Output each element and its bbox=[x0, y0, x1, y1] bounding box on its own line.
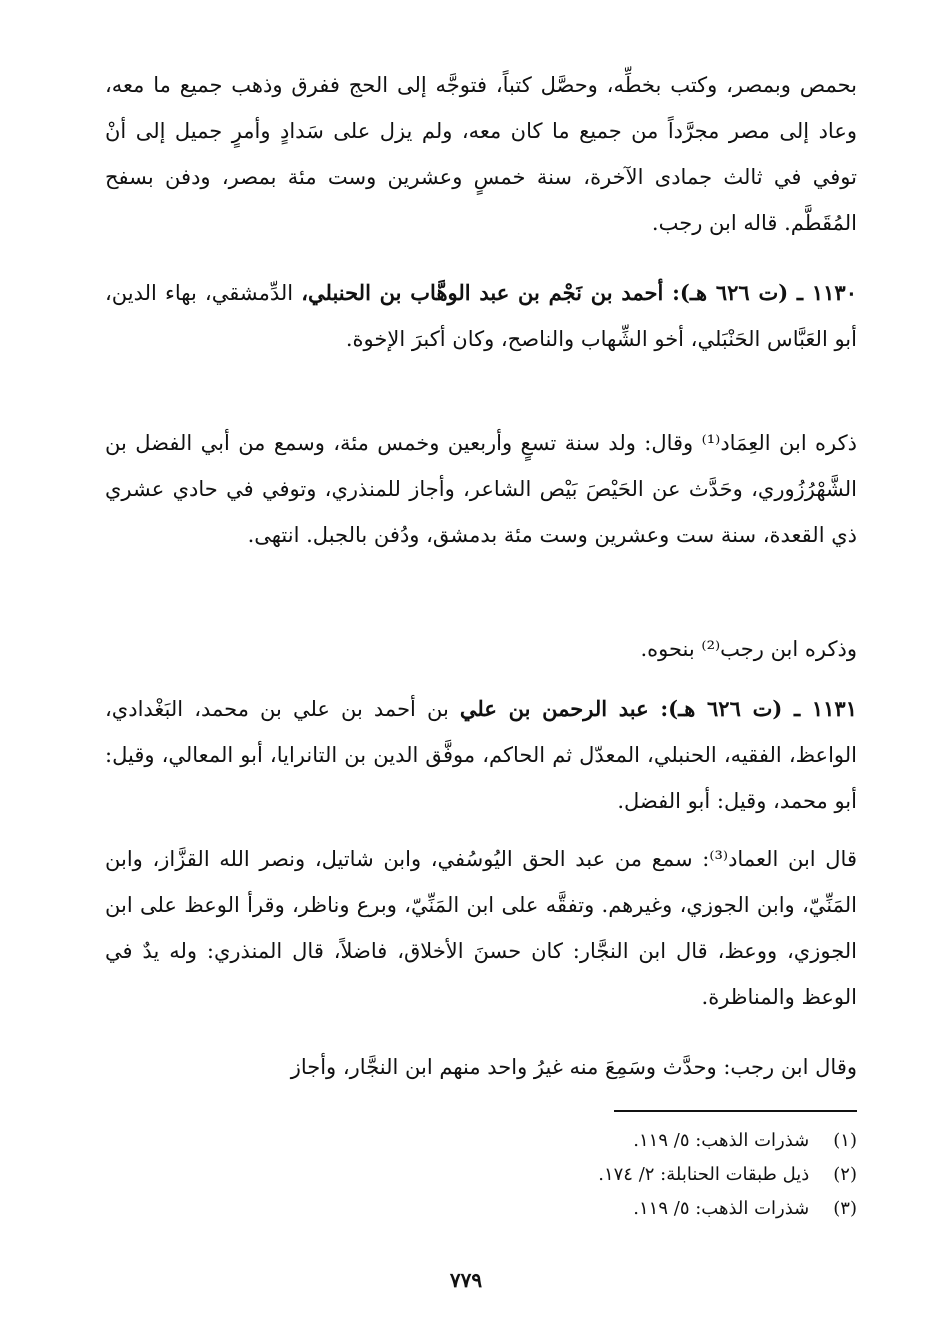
footnote-number: (٢) bbox=[833, 1164, 857, 1185]
footnotes bbox=[105, 1124, 857, 1226]
footnote-item bbox=[105, 1158, 857, 1192]
paragraph-text: بن أحمد بن علي بن محمد، البَغْدادي، الواعظ، الفقيه، الحنبلي، المعدّل ثم الحاكم، موفَّق الدين بن التانرايا، أبو المعالي، وقيل: أبو محمد، وقيل: أبو الفضل. bbox=[105, 697, 857, 813]
paragraph-text: وذكره ابن رجب⁽²⁾ بنحوه. bbox=[640, 637, 857, 661]
entry-1130 bbox=[105, 270, 857, 362]
paragraph-ibn-rajab-2 bbox=[105, 1044, 857, 1090]
footnote-number: (١) bbox=[833, 1130, 857, 1151]
paragraph-ibn-imad bbox=[105, 420, 857, 558]
paragraph-text: ذكره ابن العِمَاد⁽¹⁾ وقال: ولد سنة تسعٍ وأربعين وخمس مئة، وسمع من أبي الفضل بن الشَّهْرُزُوري، وحَدَّث عن الحَيْصَ بَيْص الشاعر، وأجاز للمنذري، وتوفي في حادي عشري ذي القعدة، سنة ست وعشرين وست مئة بدمشق، ودُفن بالجبل. انتهى. bbox=[105, 431, 857, 547]
footnote-divider bbox=[614, 1110, 857, 1112]
paragraph-text: الدِّمشقي، بهاء الدين، أبو العَبَّاس الحَنْبَلي، أخو الشِّهاب والناصح، وكان أكبرَ الإخوة. bbox=[105, 281, 857, 351]
paragraph-ibn-rajab bbox=[105, 626, 857, 672]
footnote-text: شذرات الذهب: ٥/ ١١٩. bbox=[633, 1198, 810, 1219]
paragraph-text: بحمص وبمصر، وكتب بخطِّه، وحصَّل كتباً، فتوجَّه إلى الحج ففرق وذهب جميع ما معه، وعاد إلى مصر مجرَّداً من جميع ما كان معه، ولم يزل على سَدادٍ وأمرٍ جميل إلى أنْ توفي في ثالث جمادى الآخرة، سنة خمسٍ وعشرين وست مئة بمصر، ودفن بسفح المُقَطَّم. قاله ابن رجب. bbox=[105, 73, 857, 235]
footnote-text: ذيل طبقات الحنابلة: ٢/ ١٧٤. bbox=[598, 1164, 810, 1185]
footnote-item bbox=[105, 1124, 857, 1158]
entry-heading: ١١٣٠ ـ (ت ٦٢٦ هـ): أحمد بن نَجْم بن عبد الوهَّاب بن الحنبلي، bbox=[301, 280, 857, 305]
paragraph-ibn-imad-2 bbox=[105, 836, 857, 1020]
footnote-item bbox=[105, 1192, 857, 1226]
entry-1131 bbox=[105, 686, 857, 824]
page-number: ٧٧٩ bbox=[449, 1268, 483, 1292]
entry-heading: ١١٣١ ـ (ت ٦٢٦ هـ): عبد الرحمن بن علي bbox=[459, 696, 857, 721]
paragraph-continuation bbox=[105, 62, 857, 246]
footnote-number: (٣) bbox=[833, 1198, 857, 1219]
paragraph-text: وقال ابن رجب: وحدَّث وسَمِعَ منه غيرُ واحد منهم ابن النجَّار، وأجاز bbox=[290, 1055, 857, 1079]
footnote-text: شذرات الذهب: ٥/ ١١٩. bbox=[633, 1130, 810, 1151]
paragraph-text: قال ابن العماد⁽³⁾: سمع من عبد الحق اليُوسُفي، وابن شاتيل، ونصر الله القزَّاز، وابن المَنِّيّ، وابن الجوزي، وغيرهم. وتفقَّه على ابن المَنِّيّ، وبرع وناظر، وقرأ الوعظ على ابن الجوزي، ووعظ، قال ابن النجَّار: كان حسنَ الأخلاق، فاضلاً، قال المنذري: وله يدٌ في الوعظ والمناظرة. bbox=[105, 847, 857, 1009]
